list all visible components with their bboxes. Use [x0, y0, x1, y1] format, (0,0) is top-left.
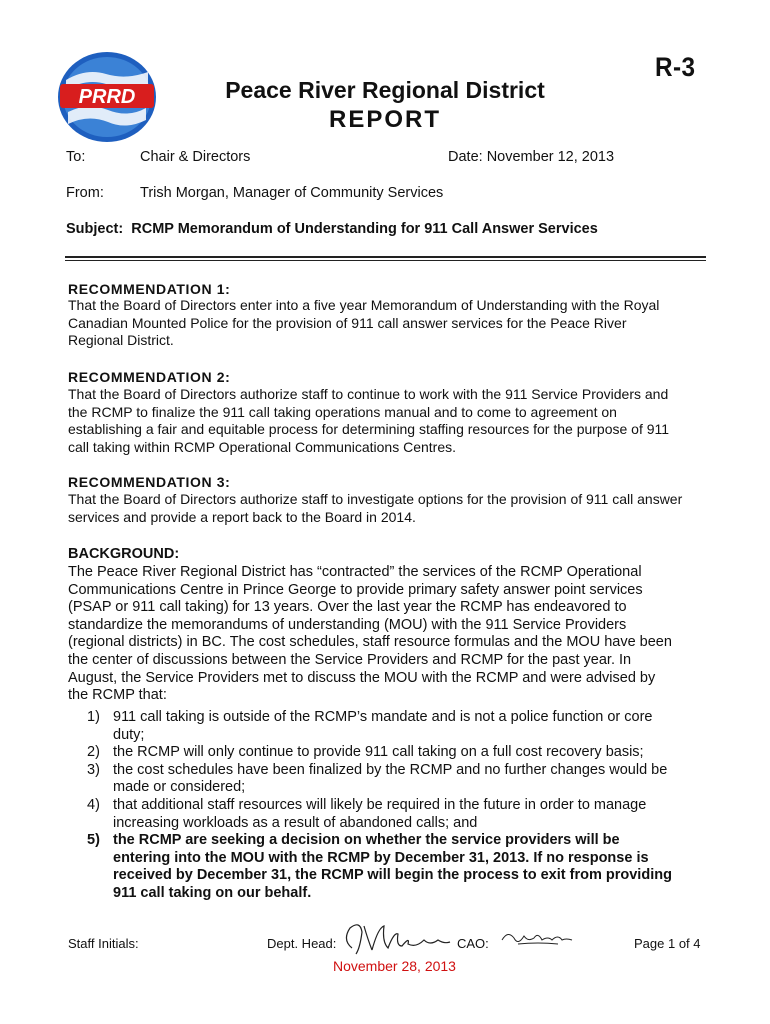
list-number: 5): [87, 832, 100, 849]
document-type: REPORT: [328, 106, 441, 133]
text-line: the cost schedules have been finalized by the RCMP and no further changes would be: [113, 761, 668, 778]
text-line: received by December 31, the RCMP will begin the process to exit from providing: [113, 867, 672, 884]
to-label: To:: [66, 149, 86, 165]
list-number: 1): [87, 709, 100, 725]
list-item: [68, 797, 688, 832]
text-line: entering into the MOU with the RCMP by December 31, 2013. If no response is: [113, 849, 649, 866]
received-date-stamp: November 28, 2013: [333, 958, 456, 974]
dept-head-signature: [338, 918, 456, 963]
list-item: [68, 744, 688, 762]
background-points-list: [68, 709, 688, 903]
text-line: Regional District.: [68, 332, 174, 349]
list-item: [68, 762, 688, 797]
text-line: (regional districts) in BC. The cost schedules, staff resource formulas and the MOU have been: [68, 634, 672, 651]
recommendation-3-text: [68, 491, 718, 526]
text-line: 911 call taking on our behalf.: [113, 884, 312, 901]
date-line: [448, 149, 614, 165]
subject-value: RCMP Memorandum of Understanding for 911 Call Answer Services: [131, 221, 598, 237]
text-line: standardize the memorandums of understanding (MOU) with the 911 Service Providers: [68, 616, 627, 633]
list-item: [68, 709, 688, 744]
from-label: From:: [66, 185, 104, 201]
list-number: 2): [87, 744, 100, 761]
list-number: 3): [87, 761, 100, 778]
cao-signature: [498, 926, 574, 955]
subject-line: [66, 221, 598, 237]
list-item: [68, 832, 688, 902]
text-line: the RCMP are seeking a decision on whether the service providers will be: [113, 832, 620, 849]
text-line: Canadian Mounted Police for the provision of 911 call answer services for the Peace River: [68, 314, 627, 331]
logo-text: PRRD: [78, 86, 136, 108]
recommendation-2-text: [68, 386, 718, 456]
text-line: the RCMP will only continue to provide 911 call taking on a full cost recovery basis;: [113, 744, 644, 761]
prrd-logo: [56, 50, 158, 144]
cao-label: CAO:: [457, 936, 489, 951]
text-line: That the Board of Directors enter into a five year Memorandum of Understanding with the Royal: [68, 297, 660, 313]
organization-name: Peace River Regional District: [225, 77, 545, 103]
recommendation-2-heading: RECOMMENDATION 2:: [68, 369, 231, 385]
text-line: The Peace River Regional District has “contracted” the services of the RCMP Operational: [68, 564, 642, 580]
dept-head-label: Dept. Head:: [267, 936, 337, 951]
from-value: Trish Morgan, Manager of Community Services: [140, 185, 444, 201]
page-number: Page 1 of 4: [634, 936, 701, 951]
staff-initials-label: Staff Initials:: [68, 936, 139, 951]
text-line: call taking within RCMP Operational Communications Centres.: [68, 438, 457, 455]
recommendation-1-heading: RECOMMENDATION 1:: [68, 281, 231, 297]
text-line: services and provide a report back to the Board in 2014.: [68, 508, 416, 525]
report-number: R-3: [655, 52, 696, 82]
text-line: Communications Centre in Prince George to provide primary safety answer point services: [68, 581, 643, 598]
list-number: 4): [87, 796, 100, 813]
background-heading: BACKGROUND:: [68, 546, 180, 562]
recommendation-3-heading: RECOMMENDATION 3:: [68, 474, 231, 490]
text-line: the RCMP that:: [68, 687, 167, 704]
text-line: that additional staff resources will likely be required in the future in order to manage: [113, 796, 647, 813]
date-value: November 12, 2013: [486, 149, 615, 165]
text-line: 911 call taking is outside of the RCMP’s mandate and is not a police function or core: [113, 709, 653, 725]
text-line: August, the Service Providers met to discuss the MOU with the RCMP and were advised by: [68, 669, 656, 686]
text-line: That the Board of Directors authorize staff to investigate options for the provision of 911 call answer: [68, 491, 683, 507]
background-text: [68, 564, 718, 705]
divider-rule: [65, 260, 706, 261]
text-line: duty;: [113, 726, 145, 743]
text-line: the center of discussions between the Service Providers and RCMP for the past year. In: [68, 651, 632, 668]
text-line: made or considered;: [113, 779, 246, 796]
text-line: establishing a fair and equitable process for determining staffing resources for the purpose of 911: [68, 421, 670, 438]
date-label: Date:: [448, 149, 483, 165]
text-line: (PSAP or 911 call taking) for 13 years. Over the last year the RCMP has endeavored to: [68, 599, 627, 616]
subject-label: Subject:: [66, 221, 124, 237]
text-line: increasing workloads as a result of abandoned calls; and: [113, 814, 478, 831]
text-line: That the Board of Directors authorize staff to continue to work with the 911 Service Providers and: [68, 386, 669, 402]
text-line: the RCMP to finalize the 911 call taking operations manual and to come to agreement on: [68, 403, 617, 420]
recommendation-1-text: [68, 297, 718, 350]
divider-rule: [65, 256, 706, 258]
to-value: Chair & Directors: [140, 149, 251, 165]
